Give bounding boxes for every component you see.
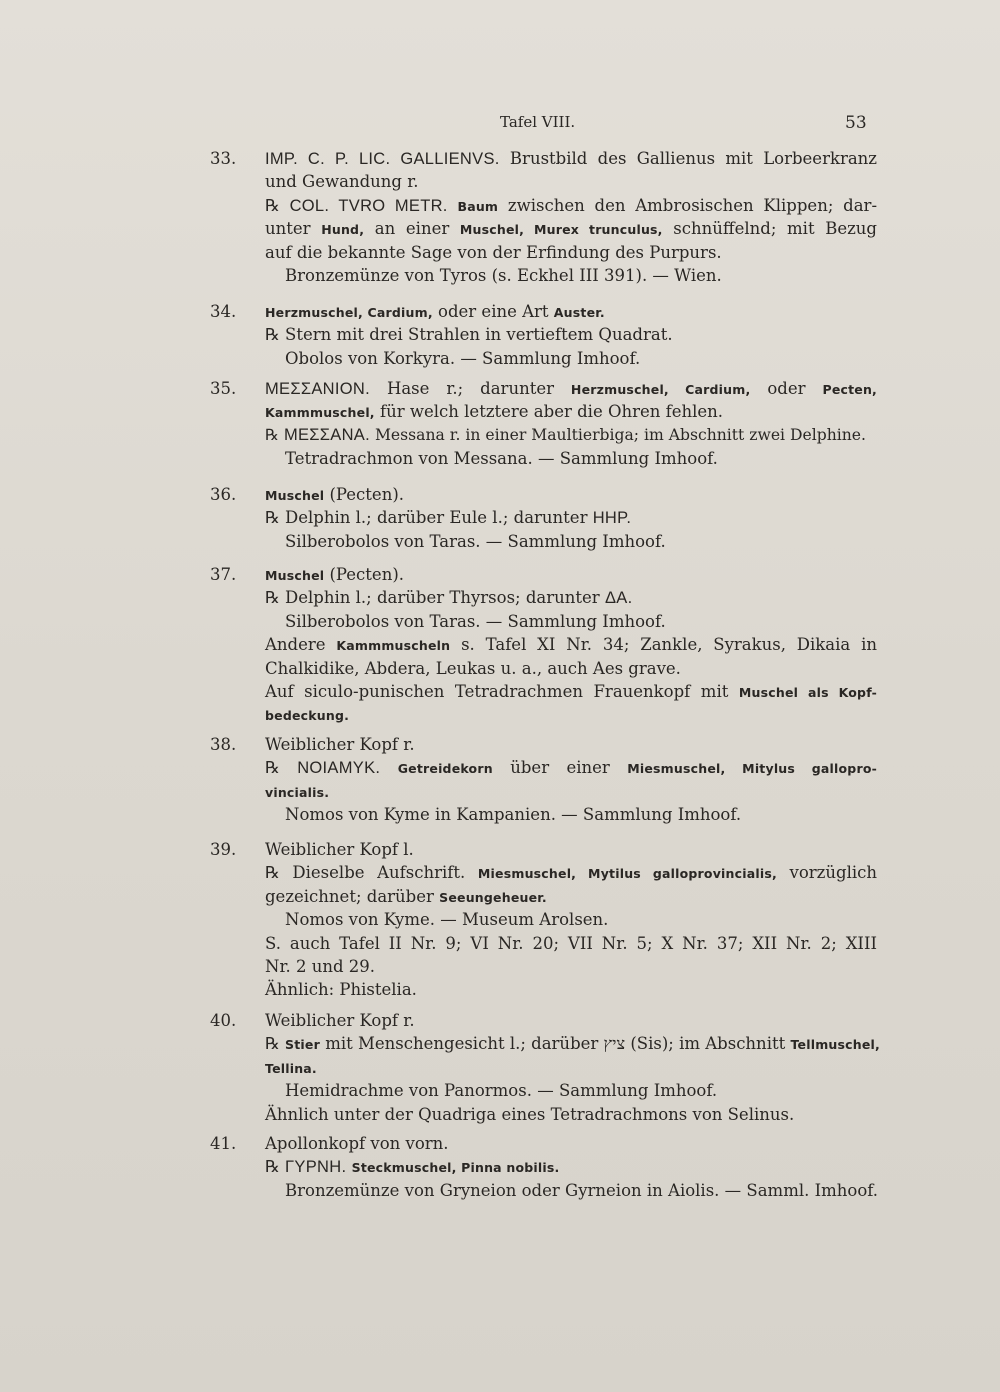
- bold-term: Muschel: [265, 568, 325, 583]
- entry-line: [265, 1103, 794, 1126]
- text-run: Ähnlich unter der Quadriga eines Tetradrachmons von Selinus.: [265, 1104, 795, 1124]
- text-run: [380, 758, 397, 777]
- entry-line: [265, 241, 722, 264]
- entry-number: 41.: [210, 1134, 237, 1153]
- entry-line: [265, 300, 605, 324]
- entry-number: 33.: [210, 149, 237, 168]
- entry-line: [265, 377, 877, 401]
- plate-title: Tafel VIII.: [500, 113, 576, 131]
- entry-line: [265, 756, 877, 780]
- text-run: Hase r.; darunter: [370, 379, 571, 398]
- entry-number: 35.: [210, 379, 237, 398]
- entry-line: [265, 680, 877, 704]
- page-header: [0, 113, 1000, 137]
- text-run: oder eine Art: [432, 302, 554, 321]
- text-run: Silberobolos von Taras. — Sammlung Imhoof.: [285, 611, 666, 631]
- entry-number: 37.: [210, 565, 237, 584]
- text-run: Ähnlich: Phistelia.: [265, 980, 417, 1000]
- coin-inscription: COL. TVRO METR.: [289, 196, 448, 215]
- entry-line: [265, 780, 329, 804]
- entry-33: [210, 147, 878, 287]
- bold-term: Muschel: [265, 488, 325, 503]
- text-run: S. auch Tafel II Nr. 9; VI Nr. 20; VII Nr. 5; X Nr. 37; XII Nr. 2; XIII: [265, 933, 877, 953]
- entry-line: [265, 633, 877, 657]
- bold-term: vincialis.: [265, 784, 330, 800]
- entry-line: [285, 610, 666, 633]
- entry-number: 34.: [210, 302, 237, 321]
- bold-term: Baum: [457, 198, 499, 214]
- text-run: schnüffelnd; mit Bezug: [662, 219, 877, 239]
- bold-term: Steckmuschel, Pinna nobilis.: [351, 1160, 560, 1176]
- text-run: ℞: [265, 1034, 286, 1054]
- entry-line: [265, 506, 631, 530]
- text-run: über einer: [492, 758, 628, 778]
- entry-line: [285, 803, 741, 826]
- text-run: Apollonkopf von vorn.: [265, 1134, 449, 1153]
- coin-inscription: ΜΕΣΣΑΝΙΟΝ.: [265, 380, 370, 398]
- entry-40: [210, 1009, 880, 1126]
- text-run: Nomos von Kyme. — Museum Arolsen.: [285, 910, 609, 930]
- entry-41: [210, 1132, 879, 1202]
- bold-term: Tellmuschel,: [790, 1037, 880, 1053]
- entry-line: [265, 170, 419, 193]
- entry-line: [265, 978, 417, 1001]
- entry-number: 36.: [210, 485, 237, 504]
- text-run: [448, 196, 458, 215]
- entry-line: [265, 955, 375, 978]
- text-run: ℞: [265, 425, 284, 444]
- entry-line: [285, 347, 640, 370]
- bold-term: Miesmuschel, Mytilus galloprovincialis,: [477, 866, 777, 882]
- text-run: ℞ Dieselbe Aufschrift.: [265, 863, 478, 883]
- entry-line: [285, 1079, 717, 1102]
- text-run: Silberobolos von Taras. — Sammlung Imhoof.: [285, 531, 666, 551]
- text-run: mit Menschengesicht l.; darüber ציץ (Sis); im Abschnitt: [319, 1034, 791, 1054]
- bold-term: bedeckung.: [265, 708, 350, 724]
- text-run: Chalkidike, Abdera, Leukas u. a., auch Aes grave.: [265, 658, 681, 678]
- text-run: Brustbild des Gallienus mit Lorbeerkranz: [499, 149, 877, 168]
- text-run: s. Tafel XI Nr. 34; Zankle, Syrakus, Dikaia in: [450, 635, 877, 655]
- entry-line: [265, 657, 681, 680]
- entry-number: 40.: [210, 1011, 237, 1030]
- entry-line: [285, 908, 608, 931]
- coin-inscription: IMP. C. P. LIC. GALLIENVS.: [265, 150, 500, 168]
- text-run: unter: [265, 219, 322, 239]
- text-run: Tetradrachmon von Messana. — Sammlung Imhoof.: [285, 449, 718, 469]
- bold-term: Kammmuscheln: [336, 638, 451, 654]
- entry-line: [265, 147, 877, 171]
- entry-34: [210, 300, 870, 370]
- entry-line: [265, 194, 877, 218]
- bold-term: Auster.: [553, 305, 605, 320]
- entry-line: [265, 563, 404, 587]
- text-run: Nomos von Kyme in Kampanien. — Sammlung Imhoof.: [285, 805, 742, 825]
- entry-39: [210, 838, 877, 1002]
- entry-37: [210, 563, 877, 727]
- bold-term: Stier: [285, 1037, 320, 1053]
- text-run: Weiblicher Kopf r.: [265, 735, 415, 754]
- entry-line: [265, 586, 632, 610]
- bold-term: Kammmuschel,: [265, 405, 375, 421]
- entry-line: [265, 1032, 880, 1056]
- coin-inscription: ΝΟΙΑΜΥΚ.: [297, 759, 381, 778]
- bold-term: Herzmuschel, Cardium,: [265, 305, 433, 320]
- entry-line: [265, 1009, 415, 1032]
- text-run: ℞ Delphin l.; darüber Eule l.; darunter: [265, 508, 593, 528]
- entry-38: [210, 733, 877, 827]
- text-run: Weiblicher Kopf r.: [265, 1011, 415, 1030]
- text-run: oder: [750, 379, 823, 398]
- entry-line: [265, 838, 414, 861]
- text-run: ℞ Delphin l.; darüber Thyrsos; darunter: [265, 588, 605, 608]
- bold-term: Muschel als Kopf-: [738, 684, 877, 700]
- text-run: Bronzemünze von Tyros (s. Eckhel III 391). — Wien.: [285, 265, 722, 285]
- bold-term: Muschel, Murex trunculus,: [459, 222, 663, 238]
- bold-term: Tellina.: [265, 1060, 317, 1076]
- entry-line: [265, 703, 349, 727]
- bold-term: Getreidekorn: [397, 761, 493, 777]
- text-run: Auf siculo-punischen Tetradrachmen Frauenkopf mit: [265, 681, 739, 701]
- text-run: ℞ Stern mit drei Strahlen in vertieftem Quadrat.: [265, 325, 673, 345]
- bold-term: Herzmuschel, Cardium,: [570, 382, 751, 397]
- text-run: für welch letztere aber die Ohren fehlen.: [374, 402, 724, 422]
- entry-line: [265, 217, 877, 241]
- text-run: Andere: [265, 635, 337, 655]
- text-run: auf die bekannte Sage von der Erfindung des Purpurs.: [265, 242, 722, 262]
- text-run: ℞: [265, 195, 290, 215]
- entry-line: [265, 861, 877, 885]
- bold-term: Seeungeheuer.: [439, 889, 547, 905]
- text-run: (Pecten).: [324, 485, 405, 504]
- entry-number: 38.: [210, 735, 237, 754]
- entry-35: [210, 377, 878, 471]
- text-run: vorzüglich: [776, 863, 877, 883]
- entry-line: [285, 1179, 878, 1202]
- entry-line: [265, 323, 673, 346]
- text-run: Hemidrachme von Panormos. — Sammlung Imhoof.: [285, 1081, 718, 1101]
- text-run: Weiblicher Kopf l.: [265, 840, 414, 859]
- text-run: Obolos von Korkyra. — Sammlung Imhoof.: [285, 348, 641, 368]
- entry-line: [265, 1056, 317, 1080]
- text-run: ℞: [265, 758, 298, 778]
- text-run: Nr. 2 und 29.: [265, 956, 376, 976]
- text-run: zwischen den Ambrosischen Klippen; dar-: [498, 195, 878, 215]
- entry-line: [265, 424, 866, 447]
- text-run: ℞: [265, 1157, 286, 1177]
- entry-line: [265, 932, 877, 955]
- entry-line: [265, 1155, 559, 1179]
- entry-line: [265, 885, 547, 909]
- text-run: Bronzemünze von Gryneion oder Gyrneion in Aiolis. — Samml. Imhoof.: [285, 1180, 879, 1200]
- coin-inscription: ΗΗΡ.: [592, 509, 632, 528]
- entry-line: [285, 264, 722, 287]
- text-run: (Pecten).: [324, 565, 405, 584]
- page-number: 53: [845, 113, 867, 133]
- entry-line: [265, 400, 723, 424]
- text-run: Messana r. in einer Maultierbiga; im Abschnitt zwei Delphine.: [370, 425, 866, 444]
- entry-line: [265, 733, 415, 756]
- bold-term: Miesmuschel, Mitylus gallopro-: [627, 761, 877, 777]
- entry-line: [285, 447, 718, 470]
- text-run: gezeichnet; darüber: [265, 886, 440, 906]
- bold-term: Pecten,: [822, 382, 878, 397]
- entry-number: 39.: [210, 840, 237, 859]
- entry-line: [265, 483, 404, 507]
- coin-inscription: ΔΑ.: [604, 589, 633, 608]
- coin-inscription: ΜΕΣΣΑΝΑ.: [283, 425, 370, 444]
- bold-term: Hund,: [321, 222, 365, 238]
- coin-inscription: ΓΥΡΝΗ.: [285, 1158, 347, 1177]
- entry-36: [210, 483, 870, 553]
- text-run: und Gewandung r.: [265, 172, 419, 192]
- entry-line: [285, 530, 666, 553]
- text-run: an einer: [364, 219, 460, 239]
- entry-line: [265, 1132, 449, 1155]
